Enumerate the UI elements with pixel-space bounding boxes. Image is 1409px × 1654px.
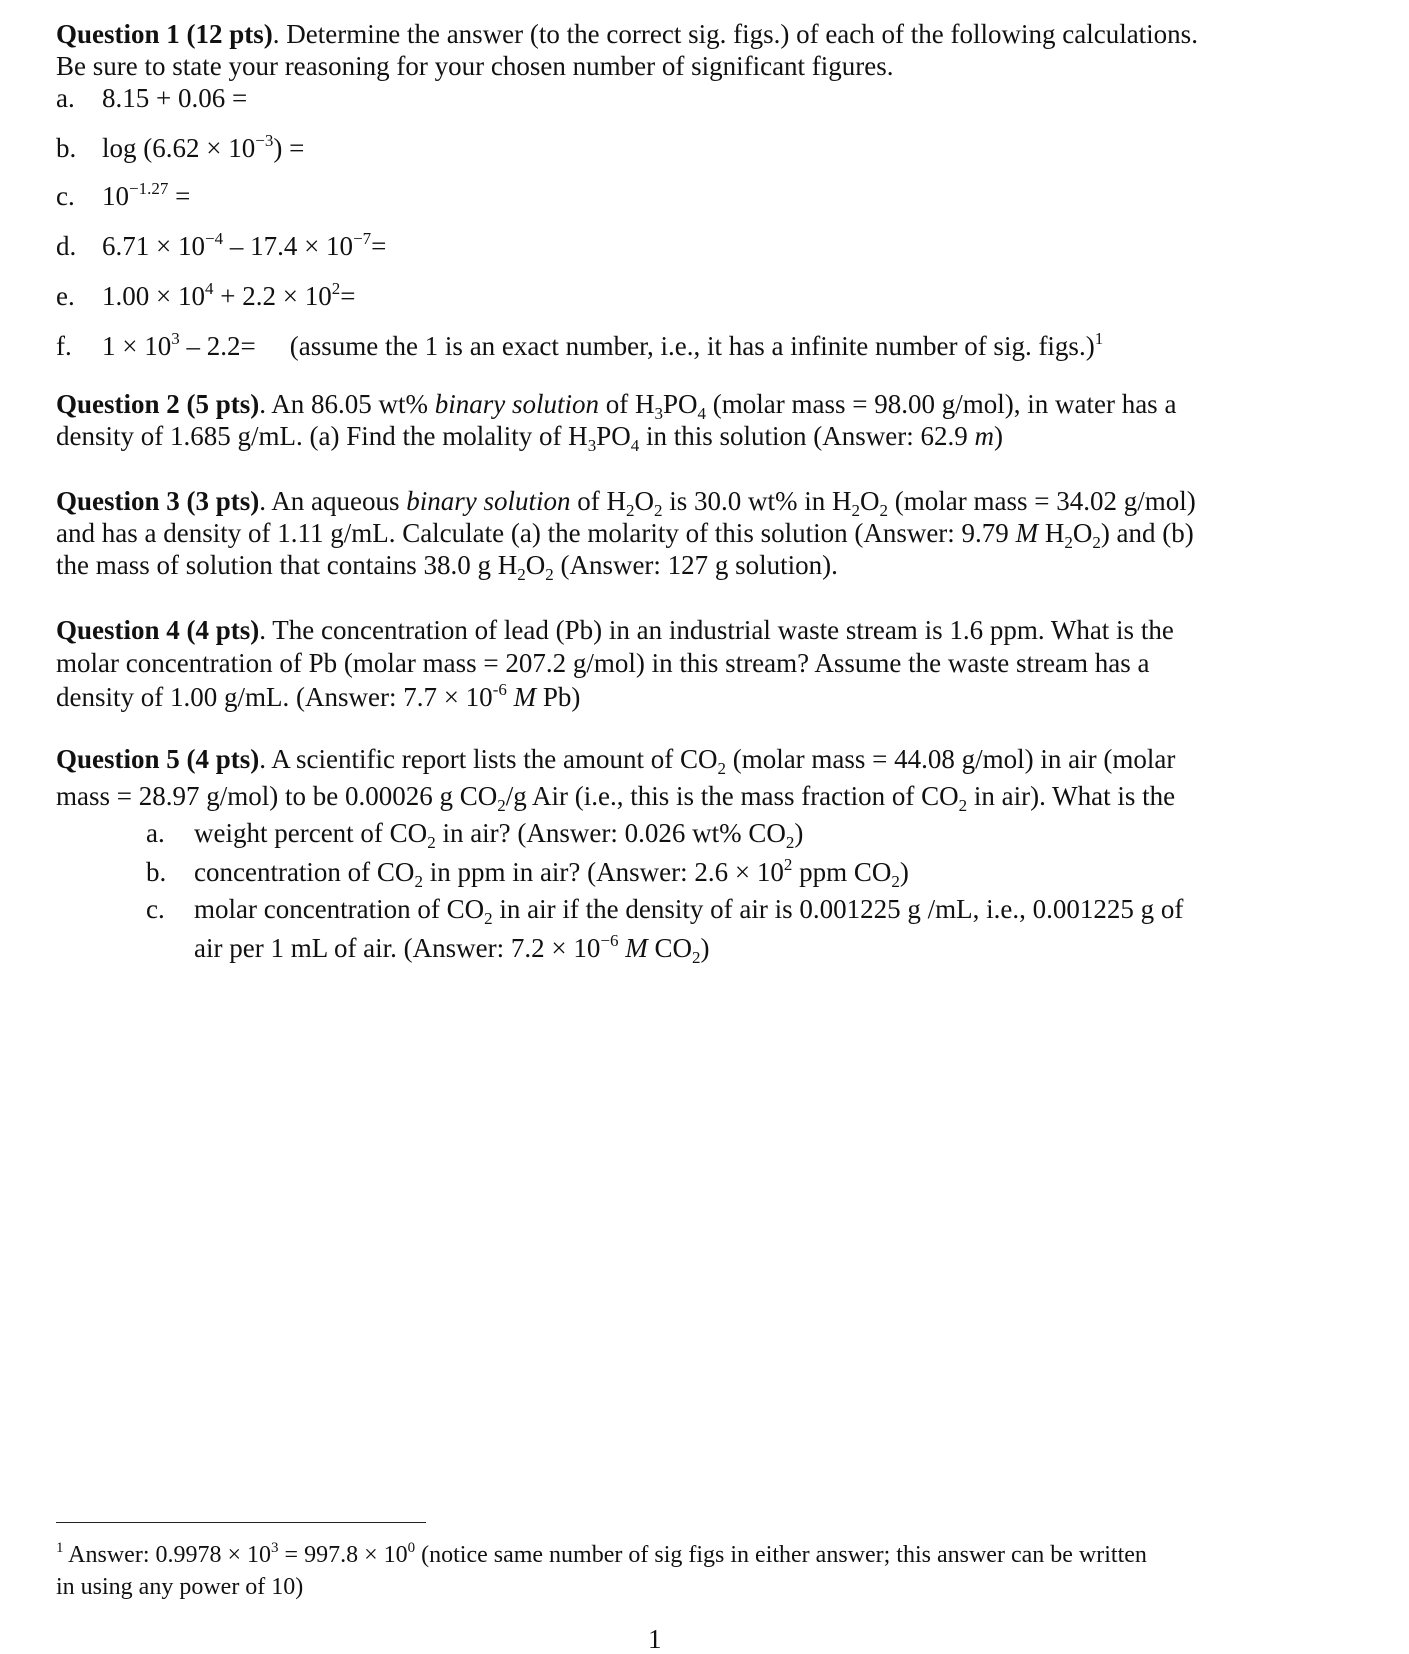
q2-sub: 3: [654, 404, 664, 423]
q1-heading: Question 1 (12 pts): [56, 19, 273, 49]
q2-italic: m: [974, 421, 994, 451]
q5-item-c-line-2: [194, 931, 710, 967]
footnote-line-1: [56, 1540, 1147, 1570]
q1-line-2: [56, 50, 894, 82]
q3-sub: 2: [517, 565, 526, 584]
q3-line-2: [56, 517, 1194, 552]
q3-text: . An aqueous: [259, 486, 407, 516]
footnote-mark: 1: [56, 1540, 64, 1556]
q4-text: molar concentration of Pb (molar mass = 207.2 g/mol) in this stream? Assume the waste stream has a: [56, 648, 1150, 678]
q3-text: ) and (b): [1100, 518, 1194, 548]
q2-text: in this solution (Answer: 62.9: [639, 421, 975, 451]
q1-item-b-p1: log (6.62 × 10: [102, 133, 256, 163]
q3-sub: 2: [851, 501, 861, 520]
q2-sub: 4: [697, 404, 707, 423]
q1-item-f-note: (assume the 1 is an exact number, i.e., it has a infinite number of sig. figs.): [289, 331, 1095, 361]
q3-line-1: [56, 485, 1196, 520]
q1-intro-1: . Determine the answer (to the correct sig. figs.) of each of the following calculations.: [272, 19, 1198, 49]
footnote-text: = 997.8 × 10: [278, 1542, 408, 1568]
q4-text: density of 1.00 g/mL. (Answer: 7.7 × 10: [56, 682, 493, 712]
q5-sub: 2: [717, 759, 726, 778]
q3-heading: Question 3 (3 pts): [56, 486, 260, 516]
q1-item-f-p1: 1 × 10: [102, 331, 172, 361]
q5-sub: 2: [497, 796, 506, 815]
q3-text: H: [1038, 518, 1065, 548]
q5-item-a-text: in air? (Answer: 0.026 wt% CO: [435, 818, 786, 848]
q5-line-2: [56, 780, 1176, 815]
q5-item-b-sub: 2: [414, 872, 423, 891]
q3-text: and has a density of 1.11 g/mL. Calculate (a) the molarity of this solution (Answer: 9.79: [56, 518, 1016, 548]
q5-item-a-text: weight percent of CO: [194, 818, 428, 848]
q5-item-c-label: c.: [146, 894, 165, 924]
q5-item-c-italic: M: [625, 933, 648, 963]
q3-sub: 2: [1064, 533, 1073, 552]
q5-text: in air). What is the: [967, 781, 1176, 811]
q1-item-d-label: d.: [56, 231, 77, 261]
q3-sub: 2: [879, 501, 889, 520]
q5-text: mass = 28.97 g/mol) to be 0.00026 g CO: [56, 781, 498, 811]
q5-item-b-sub: 2: [891, 872, 900, 891]
q5-item-a-text: ): [794, 818, 804, 848]
q1-item-b-sup: −3: [255, 131, 274, 150]
q3-text: O: [634, 486, 655, 516]
q3-text: the mass of solution that contains 38.0 g H: [56, 550, 518, 580]
q5-item-c-sup: −6: [600, 931, 619, 950]
q4-line-2: [56, 647, 1150, 679]
q1-item-f-p2: – 2.2=: [179, 331, 256, 361]
q5-item-c-sub: 2: [484, 909, 493, 928]
q5-item-c-text: in air if the density of air is 0.001225 g /mL, i.e., 0.001225 g of: [492, 894, 1184, 924]
footnote-line-2: [56, 1572, 303, 1602]
q1-intro-2: Be sure to state your reasoning for your chosen number of significant figures.: [56, 51, 894, 81]
q3-sub: 2: [626, 501, 635, 520]
q3-text: O: [1072, 518, 1093, 548]
q5-heading: Question 5 (4 pts): [56, 744, 260, 774]
q3-italic: M: [1015, 518, 1039, 548]
q1-item-e-p3: =: [340, 281, 356, 311]
q3-line-3: [56, 549, 838, 584]
q2-text: . An 86.05 wt%: [259, 389, 435, 419]
q2-line-2: [56, 420, 1003, 455]
q1-item-c-p2: =: [168, 181, 191, 211]
q5-item-a: [146, 817, 804, 852]
q5-item-a-label: a.: [146, 818, 165, 848]
q2-text: (molar mass = 98.00 g/mol), in water has a: [706, 389, 1177, 419]
q3-text: (molar mass = 34.02 g/mol): [888, 486, 1196, 516]
q4-line-1: [56, 614, 1174, 646]
q3-text: O: [525, 550, 546, 580]
q1-item-e-sup2: 2: [331, 279, 341, 298]
q3-text: is 30.0 wt% in H: [662, 486, 852, 516]
q1-item-f: [56, 330, 1103, 362]
q1-item-b: [56, 132, 304, 164]
q1-item-b-label: b.: [56, 133, 77, 163]
q5-item-a-sub: 2: [785, 833, 795, 852]
q1-item-e-label: e.: [56, 281, 75, 311]
page-number: 1: [648, 1624, 662, 1654]
q4-sup: -6: [492, 680, 507, 699]
q1-item-f-label: f.: [56, 331, 72, 361]
footnote-text: (notice same number of sig figs in either answer; this answer can be written: [415, 1542, 1147, 1568]
q5-item-b: [146, 855, 909, 891]
q4-italic: M: [513, 682, 537, 712]
q1-item-c-label: c.: [56, 181, 75, 211]
q5-item-b-label: b.: [146, 857, 167, 887]
q1-item-d-sup1: −4: [204, 229, 224, 248]
q1-item-e: [56, 280, 355, 312]
q5-text: . A scientific report lists the amount of CO: [259, 744, 718, 774]
q2-text: ): [993, 421, 1003, 451]
q1-item-a-label: a.: [56, 83, 75, 113]
q5-text: /g Air (i.e., this is the mass fraction of CO: [505, 781, 959, 811]
q5-item-b-text: ): [899, 857, 909, 887]
q1-item-d: [56, 230, 386, 262]
q5-item-b-text: ppm CO: [792, 857, 892, 887]
q1-item-e-sup1: 4: [204, 279, 214, 298]
q5-item-c-text: CO: [647, 933, 692, 963]
q1-item-a-expr: 8.15 + 0.06 =: [102, 83, 248, 113]
q1-item-d-p2: – 17.4 × 10: [223, 231, 354, 261]
q5-item-b-text: in ppm in air? (Answer: 2.6 × 10: [422, 857, 784, 887]
footnote-text: in using any power of 10): [56, 1574, 304, 1600]
q1-item-d-p1: 6.71 × 10: [102, 231, 205, 261]
q2-heading: Question 2 (5 pts): [56, 389, 260, 419]
q5-item-a-sub: 2: [427, 833, 436, 852]
q5-item-b-sup: 2: [783, 855, 793, 874]
q4-line-3: [56, 681, 580, 713]
q1-item-e-p2: + 2.2 × 10: [213, 281, 332, 311]
q5-sub: 2: [958, 796, 968, 815]
q4-text: Pb): [536, 682, 581, 712]
q3-sub: 2: [545, 565, 554, 584]
q4-heading: Question 4 (4 pts): [56, 615, 260, 645]
q3-text: (Answer: 127 g solution).: [553, 550, 838, 580]
q1-item-c-p1: 10: [102, 181, 129, 211]
q5-item-c-sub: 2: [691, 948, 701, 967]
q5-line-1: [56, 743, 1176, 778]
q3-italic: binary solution: [406, 486, 571, 516]
q3-sub: 2: [654, 501, 663, 520]
footnote-text: Answer: 0.9978 × 10: [63, 1542, 272, 1568]
q2-sub: 3: [587, 436, 597, 455]
q2-text: PO: [663, 389, 698, 419]
q2-line-1: [56, 388, 1177, 423]
q5-item-b-text: concentration of CO: [194, 857, 415, 887]
q1-item-c: [56, 180, 190, 212]
q5-item-c-text: air per 1 mL of air. (Answer: 7.2 × 10: [194, 933, 601, 963]
footnote-separator: [56, 1522, 426, 1523]
q1-item-d-p3: =: [371, 231, 387, 261]
q3-text: O: [860, 486, 880, 516]
footnote-sup: 0: [407, 1540, 416, 1556]
q2-italic: binary solution: [434, 389, 600, 419]
q3-text: of H: [570, 486, 627, 516]
q1-item-f-sup: 3: [171, 329, 180, 348]
q5-item-c-text: molar concentration of CO: [194, 894, 485, 924]
q4-text: . The concentration of lead (Pb) in an industrial waste stream is 1.6 ppm. What is the: [259, 615, 1174, 645]
footnote-sup: 3: [271, 1540, 279, 1556]
q1-item-a: [56, 82, 247, 114]
q3-sub: 2: [1092, 533, 1101, 552]
q5-item-c: [146, 893, 1184, 928]
q1-item-d-sup2: −7: [353, 229, 372, 248]
q5-text: (molar mass = 44.08 g/mol) in air (molar: [725, 744, 1176, 774]
q5-item-c-text: ): [700, 933, 710, 963]
q2-text: density of 1.685 g/mL. (a) Find the molality of H: [56, 421, 588, 451]
q1-item-e-p1: 1.00 × 10: [102, 281, 205, 311]
q2-text: PO: [596, 421, 631, 451]
q1-item-c-sup: −1.27: [129, 179, 169, 198]
footnote-ref: 1: [1094, 329, 1104, 348]
q2-text: of H: [599, 389, 655, 419]
q2-sub: 4: [630, 436, 640, 455]
q1-item-b-p2: ) =: [273, 133, 305, 163]
q1-line-1: [56, 18, 1198, 50]
